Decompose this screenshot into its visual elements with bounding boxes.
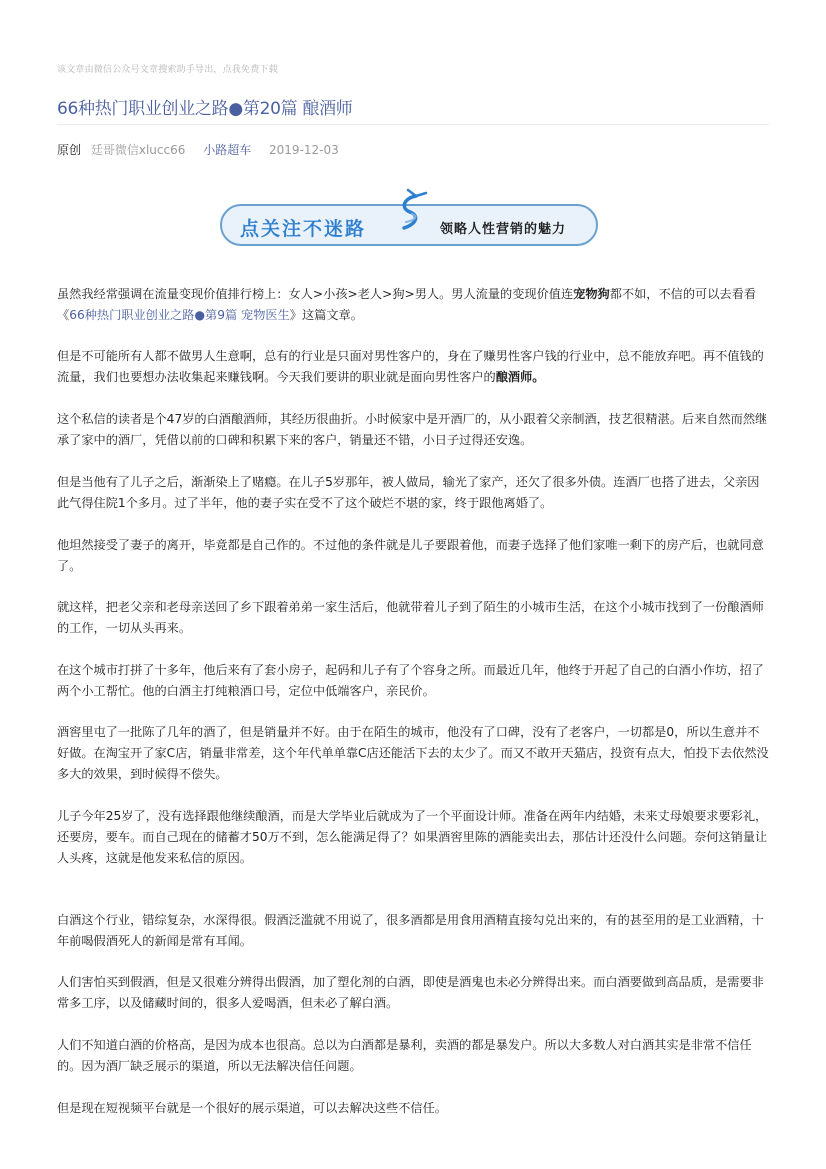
account-link[interactable]: 小路超车	[203, 143, 252, 157]
paragraph-9: 儿子今年25岁了，没有选择跟他继续酿酒，而是大学毕业后就成为了一个平面设计师。准备在两年内结婚，未来丈母娘要求要彩礼，还要房，要车。而自己现在的储蓄才50万不到，怎么能满足得了？如果酒窖里陈的酒能卖出去，那估计还没什么问题。奈何这销量让人头疼，这就是他发来私信的原因。	[57, 809, 768, 865]
banner-slogan-text: 领略人性营销的魅力	[440, 222, 567, 237]
paragraph-5: 他坦然接受了妻子的离开，毕竟都是自己作的。不过他的条件就是儿子要跟着他，而妻子选择了他们家唯一剩下的房产后，也就同意了。	[57, 538, 764, 573]
paragraph-6: 就这样，把老父亲和老母亲送回了乡下跟着弟弟一家生活后，他就带着儿子到了陌生的小城市生活，在这个小城市找到了一份酿酒师的工作，一切从头再来。	[57, 600, 764, 635]
article-meta	[57, 141, 339, 158]
follow-banner	[218, 188, 603, 252]
curved-arrow-icon	[386, 188, 436, 248]
paragraph-3: 这个私信的读者是个47岁的白酒酿酒师，其经历很曲折。小时候家中是开酒厂的，从小跟着父亲制酒，技艺很精湛。后来自然而然继承了家中的酒厂，凭借以前的口碑和积累下来的客户，销量还不错，小日子过得还安逸。	[57, 412, 768, 447]
paragraph-8: 酒窖里屯了一批陈了几年的酒了，但是销量并不好。由于在陌生的城市，他没有了口碑，没有了老客户，一切都是0，所以生意并不好做。在淘宝开了家C店，销量非常差，这个年代单单靠C店还能活下去的太少了。而又不敢开天猫店，投资有点大，怕投下去依然没多大的效果，到时候得不偿失。	[57, 725, 769, 781]
related-article-link[interactable]: 66种热门职业创业之路●第9篇 宠物医生	[69, 308, 290, 322]
paragraph-10: 白酒这个行业，错综复杂，水深得很。假酒泛滥就不用说了，很多酒都是用食用酒精直接勾兑出来的，有的甚至用的是工业酒精，十年前喝假酒死人的新闻是常有耳闻。	[57, 913, 764, 948]
paragraph-4: 但是当他有了儿子之后，渐渐染上了赌瘾。在儿子5岁那年，被人做局，输光了家产，还欠了很多外债。连酒厂也搭了进去，父亲因此气得住院1个多月。过了半年，他的妻子实在受不了这个破烂不堪的家，终于跟他离婚了。	[57, 475, 760, 510]
paragraph-1: 虽然我经常强调在流量变现价值排行榜上：女人>小孩>老人>狗>男人。男人流量的变现价值连宠物狗都不如，不信的可以去看看《66种热门职业创业之路●第9篇 宠物医生》这篇文章。	[57, 287, 756, 322]
title-divider	[57, 124, 769, 125]
paragraph-11: 人们害怕买到假酒，但是又很难分辨得出假酒，加了塑化剂的白酒，即使是酒鬼也未必分辨得出来。而白酒要做到高品质，是需要非常多工序，以及储藏时间的，很多人爱喝酒，但未必了解白酒。	[57, 975, 764, 1010]
paragraph-13: 但是现在短视频平台就是一个很好的展示渠道，可以去解决这些不信任。	[57, 1101, 447, 1115]
watermark-export-note[interactable]: 该文章由微信公众号文章搜索助手导出，点我免费下载	[57, 65, 278, 75]
paragraph-7: 在这个城市打拼了十多年，他后来有了套小房子，起码和儿子有了个容身之所。而最近几年，他终于开起了自己的白酒小作坊，招了两个小工帮忙。他的白酒主打纯粮酒口号，定位中低端客户，亲民价。	[57, 663, 764, 698]
original-label: 原创	[57, 143, 82, 157]
banner-follow-text: 点关注不迷路	[240, 218, 367, 240]
publish-date: 2019-12-03	[269, 143, 339, 157]
paragraph-12: 人们不知道白酒的价格高，是因为成本也很高。总以为白酒都是暴利，卖酒的都是暴发户。所以大多数人对白酒其实是非常不信任的。因为酒厂缺乏展示的渠道，所以无法解决信任问题。	[57, 1038, 752, 1073]
author-name: 廷哥微信xlucc66	[90, 143, 186, 157]
paragraph-2: 但是不可能所有人都不做男人生意啊，总有的行业是只面对男性客户的，身在了赚男性客户钱的行业中，总不能放弃吧。再不值钱的流量，我们也要想办法收集起来赚钱啊。今天我们要讲的职业就是面向男性客户的酿酒师。	[57, 349, 764, 384]
article-title: 66种热门职业创业之路●第20篇 酿酒师	[57, 99, 353, 119]
